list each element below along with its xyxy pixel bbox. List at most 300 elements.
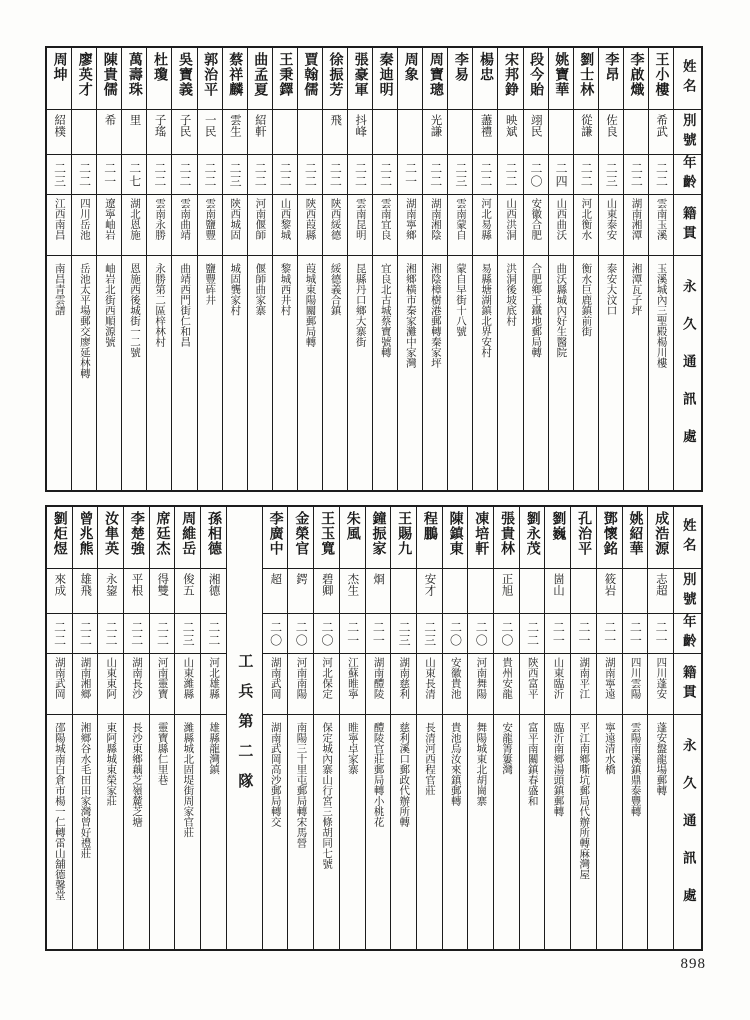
person-column <box>390 507 416 949</box>
name-cell <box>47 48 71 110</box>
name-cell <box>314 507 339 569</box>
native-text: 陝西富平 <box>526 657 538 699</box>
address-text: 昆縣丹口鄉大寨街 <box>354 263 366 347</box>
address-text: 永勝第二區梓林村 <box>154 263 166 347</box>
person-column <box>596 507 622 949</box>
person-column <box>313 507 339 949</box>
name-text: 鄧懷銘 <box>601 511 617 556</box>
person-column <box>347 48 372 490</box>
name-text: 程鵬 <box>421 511 437 541</box>
name-cell <box>417 507 442 569</box>
age-cell <box>498 155 522 195</box>
address-text: 蒙自早街十八號 <box>455 263 466 337</box>
alias-cell <box>373 110 397 155</box>
alias-text: 紹軒 <box>253 114 266 137</box>
address-cell <box>524 256 548 490</box>
name-text: 劉巍 <box>550 511 566 541</box>
native-cell <box>273 195 297 256</box>
native-cell <box>597 654 622 715</box>
age-text: 二二 <box>428 161 443 188</box>
alias-text: 永鋆 <box>104 573 117 596</box>
age-text: 二二 <box>353 161 368 188</box>
native-cell <box>423 195 447 256</box>
alias-cell <box>417 569 442 614</box>
name-cell <box>273 48 297 110</box>
native-cell <box>72 195 96 256</box>
native-cell <box>391 654 416 715</box>
native-text: 雲南曲靖 <box>179 198 191 240</box>
age-text: 二〇 <box>268 620 283 647</box>
native-text: 湖南武岡 <box>269 657 281 699</box>
age-text: 二三 <box>604 161 619 188</box>
alias-text: 安才 <box>423 573 436 596</box>
native-text: 河北衡水 <box>580 198 592 240</box>
alias-text: 抖峰 <box>354 114 367 137</box>
age-text: 二二 <box>129 620 144 647</box>
age-text: 二〇 <box>474 620 489 647</box>
native-cell <box>323 195 347 256</box>
age-text: 二一 <box>577 620 592 647</box>
name-text: 周維岳 <box>180 511 196 556</box>
name-text: 吳寶義 <box>177 52 193 97</box>
address-text: 綏德義合鎮 <box>329 263 341 316</box>
person-column <box>544 507 570 949</box>
address-cell <box>448 256 472 490</box>
name-text: 周寶璁 <box>427 52 443 97</box>
address-text: 岫岩北街西順源號 <box>103 263 115 347</box>
name-cell <box>391 507 416 569</box>
address-cell <box>248 256 272 490</box>
name-text: 金榮官 <box>293 511 309 556</box>
address-cell <box>417 715 442 949</box>
name-cell <box>498 48 522 110</box>
address-text: 湘鄉谷水毛田田家灣曾好禮莊 <box>79 722 91 859</box>
person-column <box>548 48 573 490</box>
age-cell <box>571 614 596 654</box>
header-alias-label: 別號 <box>680 571 696 611</box>
native-text: 山東濰縣 <box>182 657 194 699</box>
age-text: 二三 <box>422 620 437 647</box>
alias-text: 映斌 <box>504 114 517 137</box>
address-cell <box>494 715 519 949</box>
address-text: 邵陽城南白倉市楊一仁轉雷山舖德馨堂 <box>53 722 65 901</box>
alias-text: 佐良 <box>605 114 617 137</box>
alias-cell <box>520 569 545 614</box>
person-column <box>200 507 226 949</box>
native-text: 陝西葭縣 <box>304 198 316 240</box>
age-text: 二二 <box>378 161 393 188</box>
name-text: 汝隼英 <box>103 511 119 556</box>
header-name-label: 姓名 <box>680 518 696 557</box>
person-column <box>372 48 397 490</box>
age-cell <box>298 155 322 195</box>
alias-cell <box>366 569 391 614</box>
header-native-cell <box>674 195 701 256</box>
address-text: 鹽豐砗井 <box>204 263 216 305</box>
native-text: 安徽貴池 <box>449 657 461 699</box>
age-text: 二三 <box>228 161 243 188</box>
header-address-cell <box>674 715 701 949</box>
native-cell <box>574 195 598 256</box>
alias-text: 紹樸 <box>53 114 66 137</box>
person-column <box>47 48 71 490</box>
alias-text: 來成 <box>53 573 66 596</box>
address-cell <box>624 256 648 490</box>
native-cell <box>73 654 98 715</box>
header-age-label: 年齡 <box>680 614 696 653</box>
name-cell <box>298 48 322 110</box>
age-cell <box>574 155 598 195</box>
person-column <box>322 48 347 490</box>
name-text: 徐振芳 <box>327 52 343 97</box>
alias-cell <box>599 110 623 155</box>
native-text: 湖南湘潭 <box>630 198 642 240</box>
alias-cell <box>545 569 570 614</box>
name-text: 席廷杰 <box>154 511 170 556</box>
native-cell <box>340 654 365 715</box>
age-cell <box>198 155 222 195</box>
name-text: 劉士林 <box>578 52 594 97</box>
address-text: 寧遠清水橋 <box>603 722 615 775</box>
age-text: 二二 <box>303 161 318 188</box>
person-column <box>121 48 146 490</box>
person-column <box>493 507 519 949</box>
age-cell <box>649 155 673 195</box>
alias-cell <box>468 569 493 614</box>
alias-cell <box>198 110 222 155</box>
age-cell <box>172 155 196 195</box>
address-text: 泰安大汶口 <box>605 263 617 316</box>
address-cell <box>175 715 200 949</box>
address-cell <box>391 715 416 949</box>
address-text: 保定城內寨山行宮三條胡同七號 <box>321 722 333 869</box>
address-text: 南陽三十里屯郵局轉宋馬營 <box>295 722 307 848</box>
alias-text: 飛 <box>329 114 342 126</box>
address-text: 湘潭瓦子坪 <box>630 263 642 316</box>
age-cell <box>597 614 622 654</box>
name-cell <box>98 507 123 569</box>
address-cell <box>97 256 121 490</box>
age-cell <box>314 614 339 654</box>
age-text: 二〇 <box>294 620 309 647</box>
alias-cell <box>423 110 447 155</box>
native-text: 湖南寧遠 <box>603 657 615 699</box>
person-column <box>146 48 171 490</box>
name-text: 萬壽珠 <box>126 52 142 97</box>
name-cell <box>198 48 222 110</box>
name-text: 李廣中 <box>267 511 283 556</box>
native-cell <box>417 654 442 715</box>
alias-text: 希武 <box>655 114 668 137</box>
address-text: 曲沃縣城內好生醫院 <box>555 263 567 358</box>
native-cell <box>545 654 570 715</box>
native-cell <box>124 654 149 715</box>
native-cell <box>468 654 493 715</box>
name-text: 周象 <box>402 52 418 82</box>
person-column <box>72 507 98 949</box>
native-cell <box>223 195 247 256</box>
alias-cell <box>443 569 468 614</box>
name-text: 郭治平 <box>202 52 218 97</box>
native-text: 貴州安龍 <box>501 657 513 699</box>
native-cell <box>494 654 519 715</box>
age-cell <box>549 155 573 195</box>
name-cell <box>323 48 347 110</box>
alias-cell <box>348 110 372 155</box>
age-text: 二一 <box>551 620 566 647</box>
alias-cell <box>98 569 123 614</box>
age-text: 二三 <box>397 620 412 647</box>
native-text: 陝西城固 <box>229 198 241 240</box>
name-cell <box>624 48 648 110</box>
person-column <box>647 507 673 949</box>
age-cell <box>201 614 226 654</box>
age-text: 二二 <box>78 620 93 647</box>
address-text: 醴陵官莊郵局轉小桃花 <box>372 722 384 827</box>
name-text: 姚寶華 <box>553 52 569 97</box>
alias-text: 翊民 <box>529 114 542 137</box>
name-cell <box>263 507 288 569</box>
address-cell <box>423 256 447 490</box>
address-cell <box>223 256 247 490</box>
alias-cell <box>97 110 121 155</box>
age-cell <box>468 614 493 654</box>
address-text: 慈利溪口郵政代辦所轉 <box>398 722 410 827</box>
address-cell <box>122 256 146 490</box>
address-text: 湘陰樟樹港郵轉秦家坪 <box>429 263 441 368</box>
name-cell <box>248 48 272 110</box>
age-text: 二二 <box>77 161 92 188</box>
native-cell <box>648 654 673 715</box>
age-cell <box>122 155 146 195</box>
age-text: 二〇 <box>529 161 544 188</box>
address-cell <box>348 256 372 490</box>
address-cell <box>340 715 365 949</box>
name-cell <box>47 507 72 569</box>
age-text: 二〇 <box>499 620 514 647</box>
native-text: 湖南慈利 <box>398 657 410 699</box>
native-text: 河南南陽 <box>295 657 307 699</box>
name-text: 賈翰儒 <box>302 52 318 97</box>
address-text: 合肥鄉王鐵地郵局轉 <box>530 263 542 358</box>
native-text: 山西洪洞 <box>505 198 517 240</box>
age-text: 二一 <box>403 161 418 188</box>
address-cell <box>47 256 71 490</box>
age-cell <box>391 614 416 654</box>
native-text: 山東長清 <box>423 657 435 699</box>
native-cell <box>549 195 573 256</box>
alias-text: 子民 <box>178 114 191 137</box>
name-text: 周坤 <box>51 52 67 82</box>
name-cell <box>549 48 573 110</box>
person-column <box>96 48 121 490</box>
address-cell <box>599 256 623 490</box>
native-text: 河北易縣 <box>480 198 492 240</box>
header-alias-cell <box>674 110 701 155</box>
person-column <box>287 507 313 949</box>
age-cell <box>147 155 171 195</box>
alias-cell <box>47 569 72 614</box>
name-text: 姚紹華 <box>627 511 643 556</box>
person-column <box>467 507 493 949</box>
native-text: 湖南武岡 <box>53 657 65 699</box>
address-cell <box>98 715 123 949</box>
native-cell <box>248 195 272 256</box>
native-text: 河北保定 <box>321 657 333 699</box>
name-cell <box>73 507 98 569</box>
age-text: 二一 <box>102 161 117 188</box>
address-text: 東阿縣城東榮家莊 <box>105 722 117 806</box>
native-text: 四川雲陽 <box>629 657 641 699</box>
name-text: 王賜九 <box>396 511 412 556</box>
address-cell <box>73 715 98 949</box>
age-cell <box>223 155 247 195</box>
header-native-label: 籍貫 <box>680 205 696 245</box>
native-text: 山東東阿 <box>105 657 117 699</box>
address-text: 宜良北古城蔡寶號轉 <box>379 263 391 358</box>
alias-text: 一民 <box>203 114 216 137</box>
header-age-label: 年齡 <box>680 155 696 194</box>
age-text: 二一 <box>628 620 643 647</box>
person-column <box>365 507 391 949</box>
address-text: 黎城西井村 <box>279 263 291 316</box>
age-cell <box>423 155 447 195</box>
age-text: 二二 <box>206 620 221 647</box>
address-cell <box>623 715 648 949</box>
person-column <box>573 48 598 490</box>
header-address-cell <box>674 256 701 490</box>
native-text: 江西南昌 <box>53 198 65 240</box>
age-text: 二二 <box>155 620 170 647</box>
native-cell <box>175 654 200 715</box>
name-text: 王秉鐸 <box>277 52 293 97</box>
address-cell <box>473 256 497 490</box>
address-cell <box>273 256 297 490</box>
address-cell <box>574 256 598 490</box>
native-text: 雲南玉溪 <box>655 198 667 240</box>
name-text: 楊忠 <box>477 52 493 82</box>
alias-cell <box>571 569 596 614</box>
name-text: 劉永茂 <box>524 511 540 556</box>
person-column <box>519 507 545 949</box>
name-text: 鐘振家 <box>370 511 386 556</box>
native-text: 雲南昆明 <box>354 198 366 240</box>
alias-text: 希 <box>103 114 116 126</box>
person-column <box>149 507 175 949</box>
name-text: 宋邦錚 <box>503 52 519 97</box>
native-cell <box>366 654 391 715</box>
address-cell <box>150 715 175 949</box>
name-cell <box>348 48 372 110</box>
age-cell <box>623 614 648 654</box>
address-text: 城固龔家村 <box>229 263 241 316</box>
address-text: 雄縣龍灣鎮 <box>208 722 220 775</box>
address-cell <box>263 715 288 949</box>
person-column <box>472 48 497 490</box>
alias-text: 平根 <box>130 573 143 596</box>
name-cell <box>124 507 149 569</box>
person-column <box>247 48 272 490</box>
age-cell <box>494 614 519 654</box>
header-native-label: 籍貫 <box>680 664 696 704</box>
alias-cell <box>288 569 313 614</box>
unit-label-column <box>226 507 262 949</box>
address-text: 岳池太平場郵交廖延林轉 <box>78 263 90 379</box>
alias-text: 杰生 <box>346 573 359 596</box>
age-cell <box>520 614 545 654</box>
name-cell <box>571 507 596 569</box>
address-cell <box>597 715 622 949</box>
name-cell <box>524 48 548 110</box>
name-text: 陳鎮東 <box>447 511 463 556</box>
native-text: 四川蓬安 <box>655 657 667 699</box>
alias-cell <box>494 569 519 614</box>
native-cell <box>524 195 548 256</box>
alias-text: 得雙 <box>156 573 169 596</box>
native-cell <box>398 195 422 256</box>
age-cell <box>545 614 570 654</box>
age-text: 二二 <box>503 161 518 188</box>
address-text: 長沙東鄉藕芝嶺麓芝塘 <box>130 722 142 827</box>
age-cell <box>648 614 673 654</box>
unit-label: 工兵第二隊 <box>236 653 253 803</box>
unit-label-cell <box>227 507 262 949</box>
age-text: 二〇 <box>319 620 334 647</box>
native-cell <box>599 195 623 256</box>
native-text: 湖南湘陰 <box>429 198 441 240</box>
header-age-cell <box>674 155 701 195</box>
address-cell <box>571 715 596 949</box>
native-cell <box>373 195 397 256</box>
alias-cell <box>574 110 598 155</box>
alias-cell <box>73 569 98 614</box>
alias-text: 碧卿 <box>320 573 333 596</box>
name-cell <box>623 507 648 569</box>
name-text: 孫相德 <box>205 511 221 556</box>
address-cell <box>124 715 149 949</box>
age-cell <box>263 614 288 654</box>
native-text: 河南偃師 <box>254 198 266 240</box>
alias-cell <box>323 110 347 155</box>
age-cell <box>473 155 497 195</box>
alias-text: 里 <box>128 114 141 126</box>
name-cell <box>398 48 422 110</box>
native-text: 湖南寧鄉 <box>404 198 416 240</box>
age-cell <box>124 614 149 654</box>
alias-text: 雄飛 <box>79 573 92 596</box>
address-cell <box>398 256 422 490</box>
native-text: 雲南宜良 <box>379 198 391 240</box>
name-cell <box>150 507 175 569</box>
header-age-cell <box>674 614 701 654</box>
person-column <box>47 507 72 949</box>
name-cell <box>72 48 96 110</box>
address-cell <box>198 256 222 490</box>
alias-text: 正旭 <box>500 573 513 596</box>
age-cell <box>288 614 313 654</box>
alias-cell <box>340 569 365 614</box>
address-text: 南昌青雲譜 <box>53 263 65 316</box>
age-cell <box>340 614 365 654</box>
name-cell <box>545 507 570 569</box>
native-cell <box>571 654 596 715</box>
address-text: 臨沂南鄉湯頭鎮郵轉 <box>552 722 564 817</box>
name-text: 劉炬煜 <box>51 511 67 556</box>
name-text: 王玉寬 <box>319 511 335 556</box>
native-cell <box>201 654 226 715</box>
age-text: 二四 <box>554 161 569 188</box>
name-cell <box>288 507 313 569</box>
